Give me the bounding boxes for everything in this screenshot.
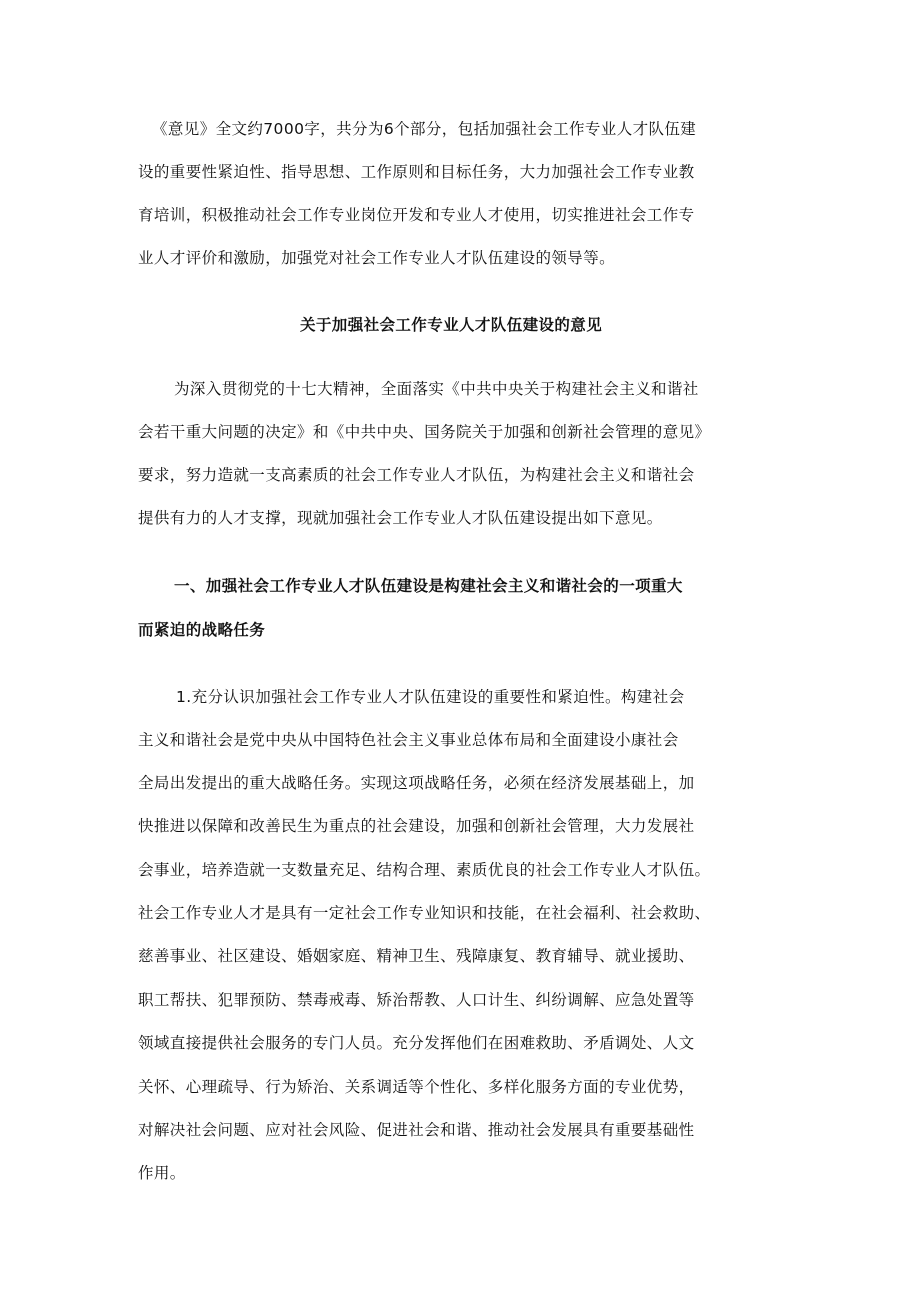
- preamble-line: 会若干重大问题的决定》和《中共中央、国务院关于加强和创新社会管理的意见》: [138, 423, 711, 441]
- section-paragraph-line: 主义和谐社会是党中央从中国特色社会主义事业总体布局和全面建设小康社会: [138, 731, 679, 749]
- section-paragraph-line: 慈善事业、社区建设、婚姻家庭、精神卫生、残障康复、教育辅导、就业援助、: [138, 947, 695, 965]
- section-paragraph-line: 社会工作专业人才是具有一定社会工作专业知识和技能，在社会福利、社会救助、: [138, 904, 711, 922]
- preamble-line: 提供有力的人才支撑，现就加强社会工作专业人才队伍建设提出如下意见。: [138, 509, 663, 527]
- section-paragraph-line: 关怀、心理疏导、行为矫治、关系调适等个性化、多样化服务方面的专业优势，: [138, 1078, 695, 1096]
- section-paragraph-line: 作用。: [138, 1164, 186, 1182]
- section-paragraph-line: 全局出发提出的重大战略任务。实现这项战略任务，必须在经济发展基础上，加: [138, 774, 695, 792]
- intro-line: 《意见》全文约7000字，共分为6个部分，包括加强社会工作专业人才队伍建: [152, 120, 697, 138]
- preamble-line: 为深入贯彻党的十七大精神，全面落实《中共中央关于构建社会主义和谐社: [174, 380, 699, 398]
- section-paragraph-line: 会事业，培养造就一支数量充足、结构合理、素质优良的社会工作专业人才队伍。: [138, 861, 711, 879]
- section-paragraph-line: 1.充分认识加强社会工作专业人才队伍建设的重要性和紧迫性。构建社会: [176, 688, 685, 706]
- section-paragraph-line: 领域直接提供社会服务的专门人员。充分发挥他们在困难救助、矛盾调处、人文: [138, 1034, 695, 1052]
- document-title: 关于加强社会工作专业人才队伍建设的意见: [300, 316, 603, 334]
- intro-line: 育培训，积极推动社会工作专业岗位开发和专业人才使用，切实推进社会工作专: [138, 206, 695, 224]
- section-heading: 一、加强社会工作专业人才队伍建设是构建社会主义和谐社会的一项重大: [174, 577, 683, 595]
- section-heading: 而紧迫的战略任务: [138, 621, 266, 639]
- section-paragraph-line: 职工帮扶、犯罪预防、禁毒戒毒、矫治帮教、人口计生、纠纷调解、应急处置等: [138, 991, 695, 1009]
- preamble-line: 要求，努力造就一支高素质的社会工作专业人才队伍，为构建社会主义和谐社会: [138, 466, 695, 484]
- intro-line: 设的重要性紧迫性、指导思想、工作原则和目标任务，大力加强社会工作专业教: [138, 163, 695, 181]
- section-paragraph-line: 快推进以保障和改善民生为重点的社会建设，加强和创新社会管理，大力发展社: [138, 817, 695, 835]
- section-paragraph-line: 对解决社会问题、应对社会风险、促进社会和谐、推动社会发展具有重要基础性: [138, 1121, 695, 1139]
- intro-line: 业人才评价和激励，加强党对社会工作专业人才队伍建设的领导等。: [138, 249, 616, 267]
